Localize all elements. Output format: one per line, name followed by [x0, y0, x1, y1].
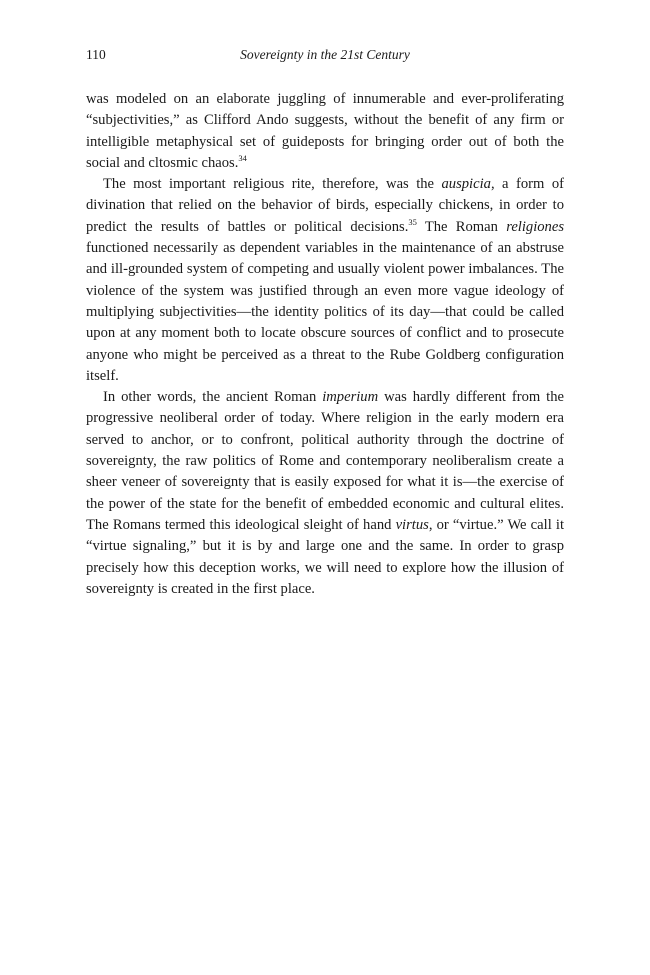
- paragraph-3: [86, 387, 564, 600]
- paragraph-text: was hardly different from the progressive neoliberal order of today. Where religion in the early modern era served to anchor, or to confront, political authority through the doctrine of sovereignty, the raw politics of Rome and contemporary neoliberalism create a sheer veneer of sovereignty that is easily exposed for what it is—the exercise of the power of the state for the benefit of embedded economic and cultural elites. The Romans termed this ideological sleight of hand: [86, 389, 564, 533]
- body-text: [86, 89, 564, 600]
- page-number: 110: [86, 47, 106, 62]
- paragraph-text: , or “virtue.” We call it “virtue signaling,” but it is by and large one and the same. In order to grasp precisely how this deception works, we will need to explore how the illusion of sovereignty is created in the first place.: [86, 516, 564, 597]
- paragraph-text: The Roman: [416, 218, 507, 235]
- footnote-marker: 34: [238, 153, 247, 164]
- paragraph-text: was modeled on an elaborate juggling of innumerable and ever-proliferating “subjectivities,” as Clifford Ando suggests, without the benefit of any firm or intelligible metaphysical set of guideposts for bringing order out of both the social and cltosmic chaos.: [86, 91, 564, 171]
- paragraph-2: [86, 174, 564, 387]
- paragraph-text: The most important religious rite, therefore, was the: [103, 176, 442, 193]
- italic-term: imperium: [322, 389, 379, 406]
- running-title: Sovereignty in the 21st Century: [240, 47, 410, 62]
- running-head: [86, 45, 564, 65]
- italic-term: religiones: [506, 218, 565, 235]
- italic-term: auspicia: [441, 176, 491, 193]
- paragraph-text: , a form of divination that relied on the behavior of birds, especially chickens, in order to predict the results of battles or political decisions.: [86, 176, 564, 235]
- italic-term: virtus: [395, 516, 429, 533]
- paragraph-text: In other words, the ancient Roman: [103, 389, 323, 406]
- paragraph-1: [86, 89, 564, 174]
- paragraph-text: functioned necessarily as dependent variables in the maintenance of an abstruse and ill-grounded system of competing and usually violent power imbalances. The violence of the system was justified through an even more vague ideology of multiplying subjectivities—the identity politics of its day—that could be called upon at any moment both to locate obscure sources of conflict and to prosecute anyone who might be perceived as a threat to the Rube Goldberg configuration itself.: [86, 240, 564, 384]
- footnote-marker: 35: [408, 216, 417, 227]
